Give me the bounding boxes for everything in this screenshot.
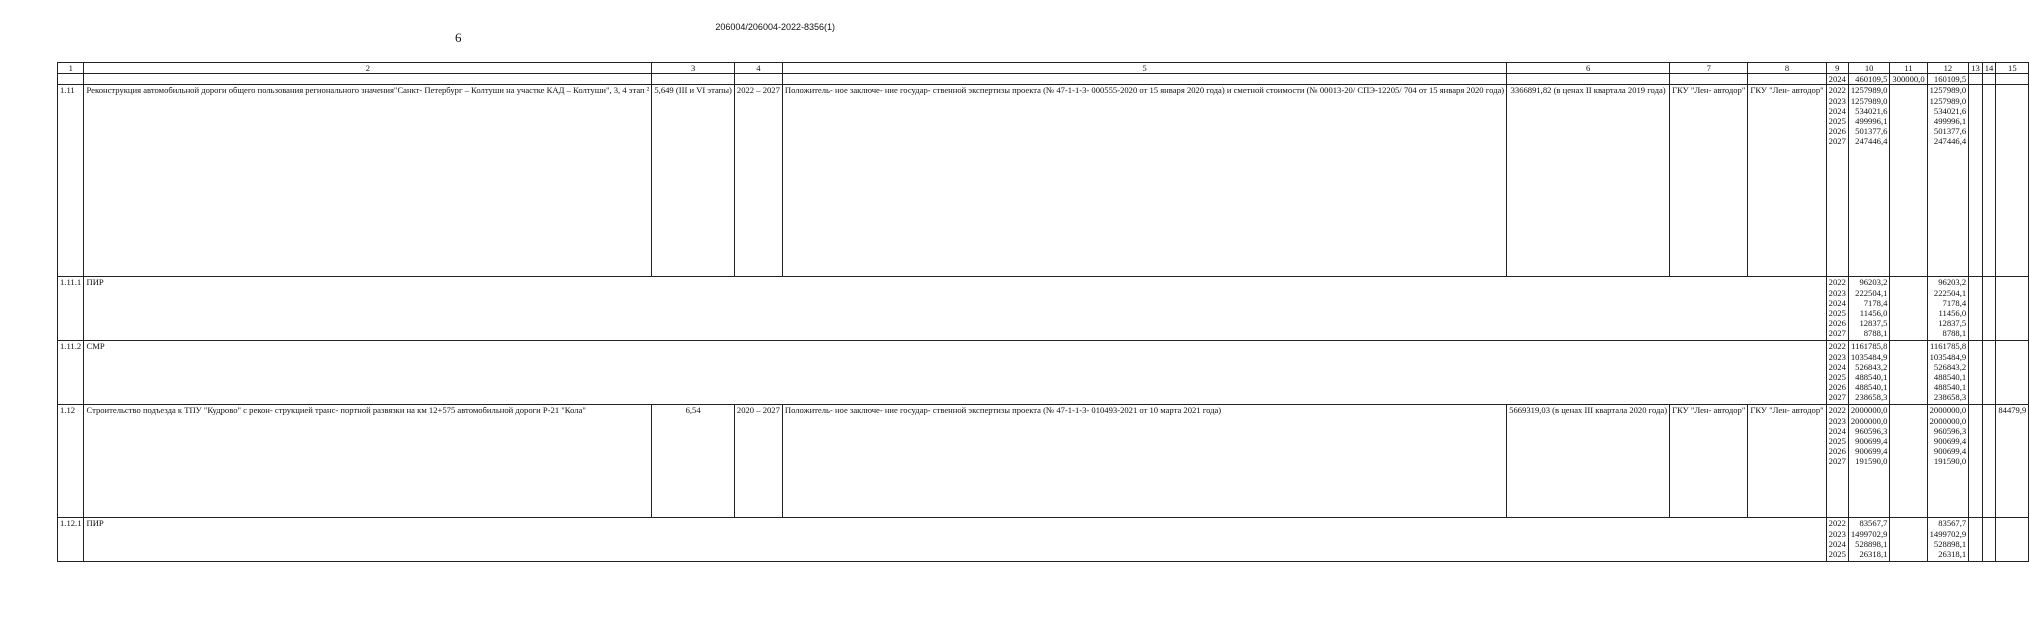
year-cell: 2026 — [1828, 446, 1846, 457]
year-cell: 2027 — [1828, 456, 1846, 467]
amount-regional: 2000000,0 — [1929, 405, 1967, 416]
item-number: 1.11.2 — [58, 341, 84, 405]
amount-regional: 900699,4 — [1933, 446, 1967, 457]
amount-regional: 26318,1 — [1938, 548, 1967, 559]
item-number: 1.12.1 — [58, 518, 84, 562]
amount-total: 191590,0 — [1855, 456, 1888, 467]
col-header: 7 — [1670, 63, 1748, 74]
amount-regional: 8788,1 — [1942, 328, 1967, 339]
table-row — [58, 341, 2029, 405]
col-header: 11 — [1890, 63, 1927, 74]
document-id: 206004/206004-2022-8356(1) — [715, 22, 835, 32]
executor: ГКУ "Лен- автодор" — [1748, 85, 1826, 277]
year-cell: 2024 — [1828, 538, 1846, 549]
amount-regional: 247446,4 — [1933, 136, 1967, 147]
amount-total: 7178,4 — [1863, 297, 1888, 308]
amount-total: 8788,1 — [1863, 328, 1888, 339]
object-name: Строительство подъезда к ТПУ "Кудрово" с рекон- струкцией транс- портной развязки на км 12+575 автомобильной дороги Р-21 "Кола" — [84, 405, 652, 518]
amount-regional: 488540,1 — [1933, 371, 1967, 382]
col-header: 15 — [1996, 63, 2029, 74]
col-header: 12 — [1927, 63, 1969, 74]
year-cell: 2027 — [1828, 392, 1846, 403]
amount-total: 2000000,0 — [1850, 415, 1888, 426]
amount-regional: 488540,1 — [1933, 382, 1967, 393]
item-number: 1.12 — [58, 405, 84, 518]
year-cell: 2024 — [1826, 74, 1848, 85]
year-cell: 2023 — [1828, 528, 1846, 539]
year-cell: 2026 — [1828, 126, 1846, 137]
amount-regional: 900699,4 — [1933, 435, 1967, 446]
amount-total: 12837,5 — [1859, 318, 1888, 329]
investment-table — [57, 62, 2029, 562]
col-header: 4 — [734, 63, 782, 74]
col-header: 3 — [652, 63, 735, 74]
amount-regional: 12837,5 — [1938, 318, 1967, 329]
year-cell: 2023 — [1828, 287, 1846, 298]
amount-regional: 499996,1 — [1933, 115, 1967, 126]
year-cell: 2026 — [1828, 318, 1846, 329]
col-header: 13 — [1969, 63, 1983, 74]
year-cell: 2024 — [1828, 297, 1846, 308]
executor: ГКУ "Лен- автодор" — [1748, 405, 1826, 518]
year-cell: 2025 — [1828, 307, 1846, 318]
year-cell: 2022 — [1828, 341, 1846, 352]
amount-regional: 191590,0 — [1933, 456, 1967, 467]
estimated-cost: 5669319,03 (в ценах III квартала 2020 года) — [1507, 405, 1670, 518]
amount-total: 83567,7 — [1859, 518, 1888, 529]
year-cell: 2024 — [1828, 361, 1846, 372]
amount-regional: 1257989,0 — [1929, 85, 1967, 96]
amount-total: 11456,0 — [1859, 307, 1888, 318]
amount-total: 26318,1 — [1859, 548, 1888, 559]
year-cell: 2025 — [1828, 115, 1846, 126]
col-header: 1 — [58, 63, 84, 74]
object-name: СМР — [84, 341, 1826, 405]
amount-extra: 84479,9 — [1996, 405, 2029, 518]
amount-regional: 1257989,0 — [1929, 95, 1967, 106]
estimated-cost: 3366891,82 (в ценах II квартала 2019 года) — [1507, 85, 1670, 277]
amount-total: 1161785,8 — [1851, 341, 1888, 352]
year-cell: 2022 — [1828, 405, 1846, 416]
col-header: 2 — [84, 63, 652, 74]
col-header: 10 — [1848, 63, 1890, 74]
year-cell: 2022 — [1828, 85, 1846, 96]
year-cell: 2022 — [1828, 277, 1846, 288]
amount-total: 499996,1 — [1855, 115, 1888, 126]
amount-total: 528898,1 — [1855, 538, 1888, 549]
col-header: 8 — [1748, 63, 1826, 74]
amount-regional: 501377,6 — [1933, 126, 1967, 137]
amount-total: 247446,4 — [1855, 136, 1888, 147]
expertise-info: Положитель- ное заключе- ние государ- ственной экспертизы проекта (№ 47-1-1-3- 000555-2020 от 15 января 2020 года) и сметной стоимости (№ 00013-20/ СПЭ-12205/ 704 от 15 января 2020 года) — [782, 85, 1506, 277]
amount-regional: 160109,5 — [1927, 74, 1969, 85]
amount-total: 526843,2 — [1855, 361, 1888, 372]
amount-regional: 528898,1 — [1933, 538, 1967, 549]
object-name: ПИР — [84, 277, 1826, 341]
year-cell: 2025 — [1828, 548, 1846, 559]
col-header: 14 — [1982, 63, 1996, 74]
amount-total: 1499702,9 — [1850, 528, 1888, 539]
amount-regional: 1499702,9 — [1929, 528, 1967, 539]
col-header: 5 — [782, 63, 1506, 74]
year-cell: 2023 — [1828, 351, 1846, 362]
year-cell: 2022 — [1828, 518, 1846, 529]
year-cell: 2023 — [1828, 95, 1846, 106]
year-cell: 2027 — [1828, 136, 1846, 147]
amount-regional: 526843,2 — [1933, 361, 1967, 372]
amount-regional: 222504,1 — [1933, 287, 1967, 298]
year-cell: 2027 — [1828, 328, 1846, 339]
table-row — [58, 74, 2029, 85]
amount-regional: 2000000,0 — [1929, 415, 1967, 426]
customer: ГКУ "Лен- автодор" — [1670, 405, 1748, 518]
amount-total: 900699,4 — [1855, 435, 1888, 446]
year-cell: 2023 — [1828, 415, 1846, 426]
col-header: 9 — [1826, 63, 1848, 74]
amount-regional: 238658,3 — [1933, 392, 1967, 403]
amount-total: 460109,5 — [1848, 74, 1890, 85]
amount-regional: 1035484,9 — [1929, 351, 1967, 362]
amount-regional: 1161785,8 — [1929, 341, 1967, 352]
amount-regional: 11456,0 — [1938, 307, 1967, 318]
amount-total: 2000000,0 — [1850, 405, 1888, 416]
amount-total: 501377,6 — [1855, 126, 1888, 137]
page-number: 6 — [455, 30, 462, 45]
amount-total: 488540,1 — [1855, 371, 1888, 382]
object-period: 2022 – 2027 — [734, 85, 782, 277]
amount-total: 222504,1 — [1855, 287, 1888, 298]
amount-regional: 83567,7 — [1938, 518, 1967, 529]
year-cell: 2026 — [1828, 382, 1846, 393]
table-row — [58, 277, 2029, 341]
amount-total: 238658,3 — [1855, 392, 1888, 403]
amount-total: 1035484,9 — [1850, 351, 1888, 362]
expertise-info: Положитель- ное заключе- ние государ- ственной экспертизы проекта (№ 47-1-1-3- 010493-2021 от 10 марта 2021 года) — [782, 405, 1506, 518]
year-cell: 2024 — [1828, 425, 1846, 436]
amount-regional: 96203,2 — [1938, 277, 1967, 288]
item-number: 1.11.1 — [58, 277, 84, 341]
year-cell: 2025 — [1828, 435, 1846, 446]
customer: ГКУ "Лен- автодор" — [1670, 85, 1748, 277]
amount-total: 960596,3 — [1855, 425, 1888, 436]
object-length: 5,649 (III и VI этапы) — [652, 85, 735, 277]
amount-regional: 7178,4 — [1942, 297, 1967, 308]
amount-regional: 960596,3 — [1933, 425, 1967, 436]
object-name: ПИР — [84, 518, 1826, 562]
amount-total: 534021,6 — [1855, 105, 1888, 116]
amount-total: 900699,4 — [1855, 446, 1888, 457]
amount-regional: 534021,6 — [1933, 105, 1967, 116]
table-row — [58, 405, 2029, 518]
table-row — [58, 518, 2029, 562]
item-number: 1.11 — [58, 85, 84, 277]
object-length: 6,54 — [652, 405, 735, 518]
table-row — [58, 85, 2029, 277]
col-header: 6 — [1507, 63, 1670, 74]
object-name: Реконструкция автомобильной дороги общего пользования регионального значения"Санкт- Петербург – Колтуши на участке КАД – Колтуши", 3, 4 этап ² — [84, 85, 652, 277]
amount-total: 488540,1 — [1855, 382, 1888, 393]
year-cell: 2025 — [1828, 371, 1846, 382]
amount-total: 1257989,0 — [1850, 85, 1888, 96]
object-period: 2020 – 2027 — [734, 405, 782, 518]
amount-total: 1257989,0 — [1850, 95, 1888, 106]
column-number-row — [58, 63, 2029, 74]
amount-federal: 300000,0 — [1890, 74, 1927, 85]
amount-total: 96203,2 — [1859, 277, 1888, 288]
year-cell: 2024 — [1828, 105, 1846, 116]
